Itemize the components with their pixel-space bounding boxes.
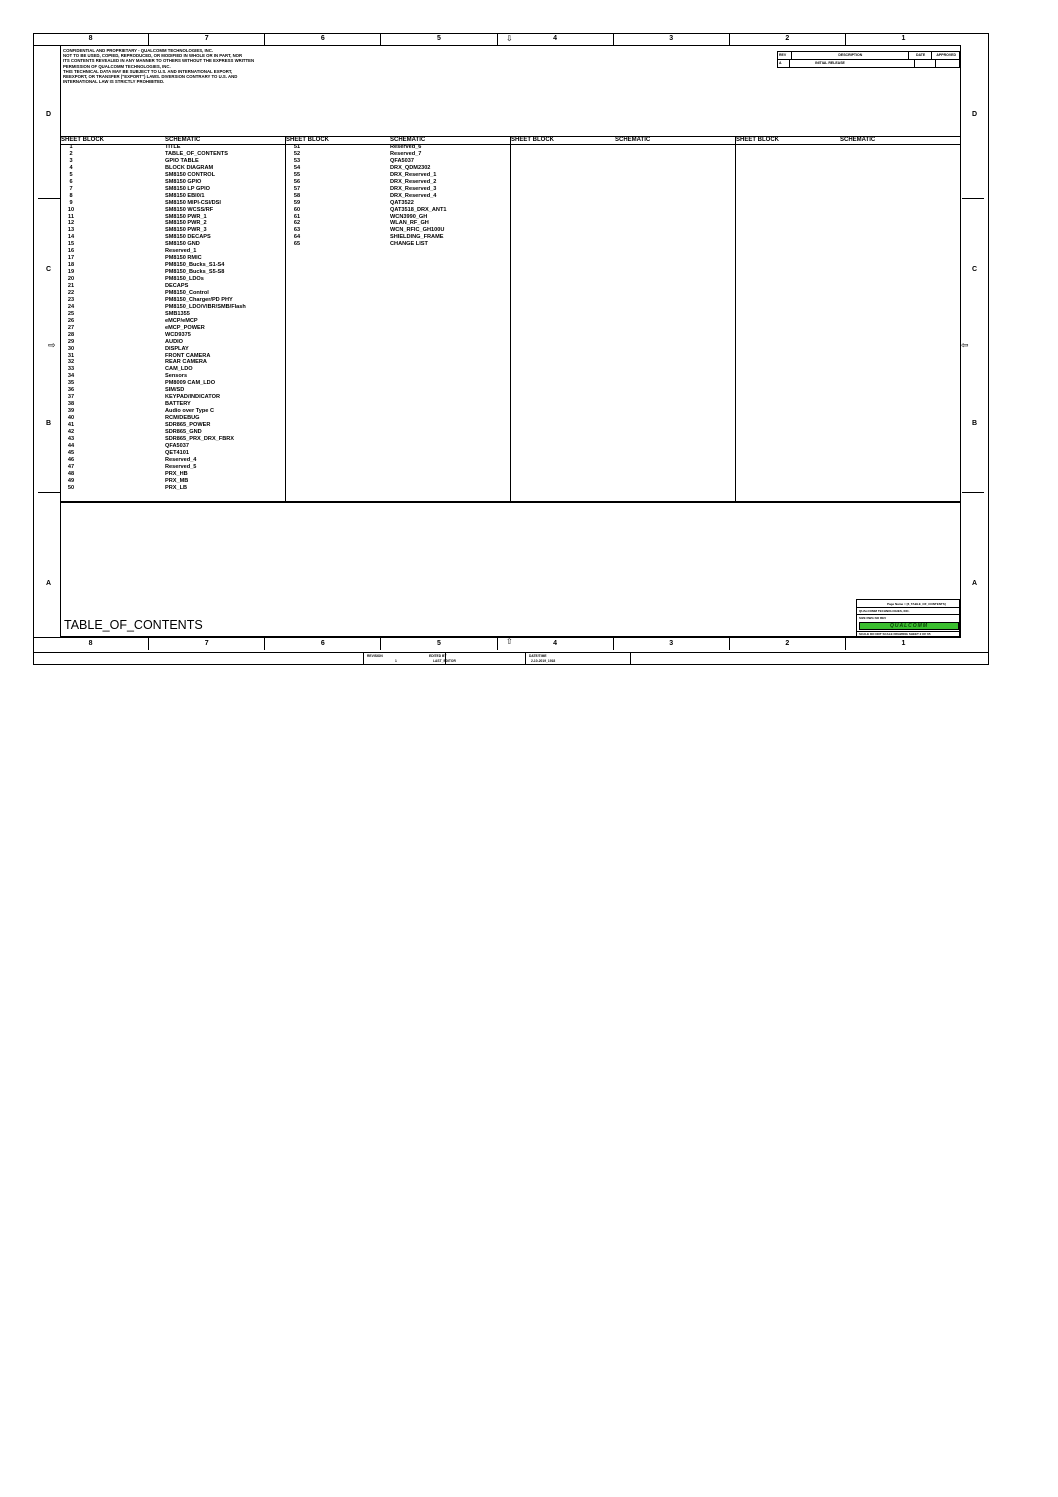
toc-schematic-name: RCM/DEBUG — [165, 415, 200, 422]
toc-sheet-number: 37 — [67, 394, 75, 401]
toc-sheet-number: 52 — [293, 150, 301, 157]
column-label: 7 — [149, 33, 265, 45]
row-divider-tick — [962, 492, 984, 493]
title-block-rule — [857, 614, 959, 615]
toc-schematic-name: WCN3990_GH — [390, 213, 428, 220]
toc-schematic-name: SDR865_POWER — [165, 422, 211, 428]
toc-schematic-name: KEYPAD/INDICATOR — [165, 394, 221, 401]
toc-schematic-name: TITLE — [165, 144, 181, 150]
toc-schematic-name: SM8150 DECAPS — [165, 234, 211, 241]
row-label-left-c: C — [46, 266, 52, 273]
row-label-left-b: B — [46, 420, 52, 427]
revision-header-cell: DESCRIPTION — [791, 52, 908, 59]
footer-label: DATE/TIME — [529, 654, 547, 658]
row-label-left-a: A — [46, 580, 52, 587]
column-label: 3 — [614, 638, 730, 650]
page-title: TABLE_OF_CONTENTS — [64, 618, 203, 632]
column-label: 6 — [265, 33, 381, 45]
revision-header-row — [777, 51, 960, 59]
toc-sheet-number: 38 — [67, 401, 75, 408]
toc-schematic-name: Reserved_6 — [390, 144, 422, 150]
footer-revision-value: 1 — [395, 659, 397, 663]
toc-sheet-number: 48 — [67, 470, 75, 477]
toc-schematic-name: DISPLAY — [165, 345, 189, 352]
toc-schematic-name: DRX_QDM2302 — [390, 164, 431, 171]
toc-sheet-number: 34 — [67, 373, 75, 380]
toc-schematic-name: WCD9375 — [165, 331, 191, 338]
toc-schematic-name: PM8150 RMIC — [165, 255, 202, 262]
toc-sheet-number: 35 — [67, 380, 75, 387]
toc-sheet-number: 51 — [293, 144, 301, 150]
toc-schematic-name: CAM_LDO — [165, 366, 193, 373]
toc-sheet-number: 40 — [67, 415, 75, 422]
toc-sheet-number: 59 — [293, 199, 301, 206]
toc-sheet-number: 18 — [67, 262, 75, 269]
row-label-left-d: D — [46, 111, 52, 118]
column-label: 8 — [33, 638, 149, 650]
toc-schematic-name: Reserved_7 — [390, 150, 422, 157]
title-block-rule — [857, 607, 959, 608]
toc-schematic-name: Reserved_5 — [165, 463, 197, 470]
toc-schematic-name: WLAN_RF_GH — [390, 220, 429, 227]
toc-sheet-number: 27 — [67, 324, 75, 331]
title-block-page-name: Page Name = [6_TABLE_OF_CONTENTS] — [887, 602, 946, 606]
toc-schematic-name: SM8150 MIPI-CSI/DSI — [165, 199, 221, 206]
toc-sheet-number: 63 — [293, 227, 301, 234]
toc-sheet-number: 47 — [67, 463, 75, 470]
toc-sheet-number: 8 — [69, 192, 73, 199]
toc-sheet-number: 54 — [293, 164, 301, 171]
qualcomm-logo: QUALCOMM — [859, 622, 959, 630]
toc-schematic-name: SM8150 PWR_1 — [165, 213, 207, 220]
center-arrow-left-icon: ⇦ — [961, 340, 969, 350]
toc-schematic-name: PM8009 CAM_LDO — [165, 380, 216, 387]
toc-schematic-name: GPIO TABLE — [165, 157, 199, 164]
toc-sheet-number: 28 — [67, 331, 75, 338]
table-of-contents — [60, 136, 961, 503]
toc-header-sheet-block: SHEET BLOCK — [286, 137, 330, 143]
toc-sheet-number: 21 — [67, 283, 75, 289]
toc-sheet-number: 19 — [67, 269, 75, 276]
toc-schematic-name: Reserved_1 — [165, 248, 197, 255]
toc-sheet-number: 55 — [293, 171, 301, 178]
toc-sheet-number: 4 — [69, 164, 73, 171]
column-label: 4 — [498, 638, 614, 650]
toc-sheet-number: 58 — [293, 192, 301, 199]
toc-sheet-number: 5 — [69, 171, 73, 178]
toc-header-schematic: SCHEMATIC — [165, 137, 201, 143]
toc-schematic-name: QAT3522 — [390, 199, 414, 206]
toc-sheet-number: 29 — [67, 338, 75, 345]
center-arrow-right-icon: ⇨ — [48, 340, 56, 350]
row-label-right-c: C — [972, 266, 978, 273]
toc-schematic-name: CHANGE LIST — [390, 241, 428, 248]
toc-sheet-number: 43 — [67, 435, 75, 442]
toc-schematic-name: DECAPS — [165, 283, 189, 289]
toc-sheet-number: 12 — [67, 220, 75, 227]
toc-sheet-number: 14 — [67, 234, 75, 241]
toc-schematic-name: PRX_LB — [165, 484, 188, 491]
toc-sheet-number: 64 — [293, 234, 301, 241]
footer-label: REVISION — [367, 654, 383, 658]
footer-divider — [525, 653, 526, 665]
toc-schematic-name: BATTERY — [165, 401, 191, 408]
toc-schematic-name: BLOCK DIAGRAM — [165, 164, 214, 171]
toc-sheet-number: 32 — [67, 359, 75, 366]
column-label: 2 — [730, 33, 846, 45]
toc-sheet-number: 36 — [67, 387, 75, 394]
toc-sheet-number: 16 — [67, 248, 75, 255]
toc-schematic-name: PM8150_Control — [165, 289, 209, 296]
revision-table — [777, 51, 960, 66]
toc-sheet-number: 30 — [67, 345, 75, 352]
toc-schematic-name: DRX_Reserved_4 — [390, 192, 437, 199]
toc-sheet-number: 42 — [67, 428, 75, 435]
toc-schematic-name: AUDIO — [165, 338, 184, 345]
column-label: 5 — [381, 33, 497, 45]
title-block — [856, 599, 960, 637]
toc-sheet-number: 60 — [293, 206, 301, 213]
confidential-notice: CONFIDENTIAL AND PROPRIETARY - QUALCOMM TECHNOLOGIES, INC. NOT TO BE USED, COPIED, REPRODUCED, OR MODIFIED IN WHOLE OR IN PART, NOR ITS CONTENTS REVEALED IN ANY MANNER TO OTHERS WITHOUT THE EXPRESS WRITTEN PERMISSION OF QUALCOMM TECHNOLOGIES, INC. THIS TECHNICAL DATA MAY BE SUBJECT TO U.S. AND INTERNATIONAL EXPORT, REEXPORT, OR TRANSFER ("EXPORT") LAWS. DIVERSION CONTRARY TO U.S. AND INTERNATIONAL LAW IS STRICTLY PROHIBITED. — [63, 48, 255, 85]
row-divider-tick — [962, 198, 984, 199]
toc-schematic-name: WCN_RFIC_GH100U — [390, 227, 445, 234]
toc-sheet-number: 1 — [69, 144, 73, 150]
toc-sheet-number: 49 — [67, 477, 75, 484]
toc-header-schematic: SCHEMATIC — [840, 137, 876, 143]
toc-schematic-name: QET4101 — [165, 449, 189, 456]
toc-sheet-number: 65 — [293, 241, 301, 248]
toc-sheet-number: 23 — [67, 296, 75, 303]
column-label: 8 — [33, 33, 149, 45]
row-label-right-b: B — [972, 420, 978, 427]
toc-schematic-name: SM8150 PWR_3 — [165, 227, 207, 234]
row-divider-tick — [38, 492, 60, 493]
column-label: 6 — [265, 638, 381, 650]
toc-sheet-number: 31 — [67, 352, 75, 359]
toc-schematic-name: Sensors — [165, 373, 188, 380]
toc-schematic-name: QFA5037 — [165, 442, 189, 449]
revision-header-cell: DATE — [908, 52, 932, 59]
row-label-right-a: A — [972, 580, 978, 587]
toc-sheet-number: 3 — [69, 157, 73, 164]
revision-row — [777, 59, 960, 68]
footer-datetime-value: 2-10-2019_1918 — [531, 659, 556, 663]
toc-sheet-number: 26 — [67, 317, 75, 324]
footer-strip — [33, 652, 989, 665]
column-label: 1 — [901, 35, 906, 42]
column-label: 2 — [730, 638, 846, 650]
toc-schematic-name: SM8150 GPIO — [165, 178, 202, 185]
revision-cell — [914, 60, 935, 67]
toc-sheet-number: 25 — [67, 310, 75, 317]
toc-schematic-name: SM8150 LP GPIO — [165, 185, 210, 192]
toc-header-schematic: SCHEMATIC — [390, 137, 426, 143]
toc-schematic-name: FRONT CAMERA — [165, 352, 211, 359]
toc-schematic-name: PM8150_Bucks_S5-S8 — [165, 269, 225, 276]
toc-schematic-name: eMCP/eMCP — [165, 317, 198, 324]
toc-sheet-number: 44 — [67, 442, 75, 449]
column-label: 5 — [381, 638, 497, 650]
title-block-sheet: SCALE DO NOT SCALE DRAWING SHEET 2 OF 65 — [859, 632, 931, 636]
toc-schematic-name: SHIELDING_FRAME — [390, 234, 444, 241]
toc-sheet-number: 10 — [67, 206, 75, 213]
title-block-company: QUALCOMM TECHNOLOGIES, INC. — [859, 609, 910, 613]
toc-schematic-name: DRX_Reserved_1 — [390, 171, 437, 178]
toc-schematic-name: eMCP_POWER — [165, 324, 205, 331]
row-label-right-d: D — [972, 111, 978, 118]
toc-schematic-name: SM8150 EBI0/1 — [165, 192, 205, 199]
toc-sheet-number: 6 — [69, 178, 73, 185]
toc-sheet-number: 7 — [69, 185, 73, 192]
toc-header-sheet-block: SHEET BLOCK — [736, 137, 780, 143]
toc-schematic-name: SM8150 WCSS/RF — [165, 206, 214, 213]
toc-sheet-number: 56 — [293, 178, 301, 185]
toc-schematic-name: DRX_Reserved_3 — [390, 185, 437, 192]
toc-schematic-name: QFA5037 — [390, 157, 414, 164]
toc-sheet-number: 62 — [293, 220, 301, 227]
revision-header-cell: REV — [777, 52, 791, 59]
center-arrow-up-icon: ⇧ — [506, 637, 513, 646]
toc-schematic-name: PM8150_Charger/PD PHY — [165, 296, 233, 303]
footer-divider — [363, 653, 364, 665]
toc-schematic-name: TABLE_OF_CONTENTS — [165, 150, 228, 157]
toc-sheet-number: 9 — [69, 199, 73, 206]
toc-schematic-name: SM8150 CONTROL — [165, 171, 216, 178]
toc-column-divider — [510, 137, 511, 501]
footer-editor-value: LAST_EDITOR — [433, 659, 456, 663]
column-label: 1 — [901, 640, 906, 647]
toc-sheet-number: 39 — [67, 408, 75, 415]
toc-sheet-number: 24 — [67, 303, 75, 310]
column-label: 3 — [614, 33, 730, 45]
toc-schematic-name: SIM/SD — [165, 387, 185, 394]
toc-header-sheet-block: SHEET BLOCK — [511, 137, 555, 143]
column-label: 4 — [498, 33, 614, 45]
toc-column-divider — [735, 137, 736, 501]
toc-sheet-number: 41 — [67, 422, 75, 428]
toc-sheet-number: 17 — [67, 255, 75, 262]
toc-sheet-number: 57 — [293, 185, 301, 192]
toc-header-schematic: SCHEMATIC — [615, 137, 651, 143]
revision-cell — [935, 60, 960, 67]
toc-sheet-number: 13 — [67, 227, 75, 234]
revision-cell: INITIAL RELEASE — [789, 60, 914, 67]
toc-sheet-number: 53 — [293, 157, 301, 164]
toc-schematic-name: PRX_HB — [165, 470, 188, 477]
toc-schematic-name: SM8150 PWR_2 — [165, 220, 207, 227]
toc-schematic-name: REAR CAMERA — [165, 359, 207, 366]
toc-sheet-number: 50 — [67, 484, 75, 491]
toc-sheet-number: 33 — [67, 366, 75, 373]
revision-cell: A — [777, 60, 789, 67]
toc-schematic-name: SMB1355 — [165, 310, 190, 317]
toc-schematic-name: DRX_Reserved_2 — [390, 178, 437, 185]
toc-schematic-name: PRX_MB — [165, 477, 189, 484]
row-divider-tick — [38, 198, 60, 199]
revision-header-cell: APPROVED — [931, 52, 960, 59]
column-label: 7 — [149, 638, 265, 650]
toc-schematic-name: QAT3518_DRX_ANT1 — [390, 206, 447, 213]
toc-schematic-name: Reserved_4 — [165, 456, 197, 463]
toc-sheet-number: 20 — [67, 276, 75, 283]
toc-sheet-number: 45 — [67, 449, 75, 456]
toc-schematic-name: SDR865_PRX_DRX_FBRX — [165, 435, 235, 442]
toc-sheet-number: 15 — [67, 241, 75, 248]
title-block-dwg: SIZE DWG NO REV — [859, 616, 887, 620]
toc-schematic-name: SDR865_GND — [165, 428, 202, 435]
toc-column-divider — [285, 137, 286, 501]
footer-label: EDITED BY — [429, 654, 447, 658]
toc-sheet-number: 46 — [67, 456, 75, 463]
toc-schematic-name: SM8150 GND — [165, 241, 200, 248]
toc-sheet-number: 11 — [68, 213, 74, 220]
toc-schematic-name: PM8150_LDO/VIBR/SMB/Flash — [165, 303, 246, 310]
footer-divider — [630, 653, 631, 665]
toc-schematic-name: PM8150_Bucks_S1-S4 — [165, 262, 225, 269]
toc-sheet-number: 22 — [67, 289, 75, 296]
toc-schematic-name: Audio over Type C — [165, 408, 215, 415]
toc-sheet-number: 2 — [69, 150, 73, 157]
toc-schematic-name: PM8150_LDOs — [165, 276, 204, 283]
toc-sheet-number: 61 — [293, 213, 301, 220]
center-arrow-down-icon: ⇩ — [506, 34, 513, 43]
toc-header-sheet-block: SHEET BLOCK — [61, 137, 105, 143]
column-labels-bottom — [33, 637, 961, 650]
